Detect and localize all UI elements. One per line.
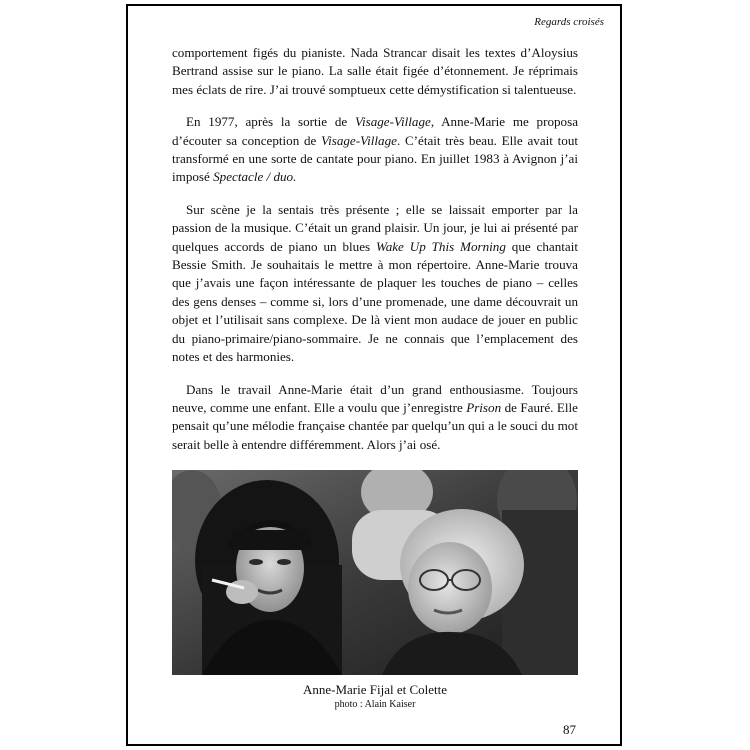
italic-title: Wake Up This Morning	[375, 238, 506, 254]
text-run: de Fauré. Elle pensait qu’une mélodie française chantée par quelqu’un qui a le souci du mot serait belle à entendre différemment. Alors j’ai osé.	[172, 399, 578, 452]
italic-title: Spectacle / duo.	[213, 169, 297, 185]
paragraph-4	[172, 381, 578, 455]
page-number: 87	[563, 722, 576, 737]
paragraph-1	[172, 44, 578, 99]
running-head: Regards croisés	[534, 16, 604, 28]
photo-caption: Anne-Marie Fijal et Colette	[302, 682, 448, 697]
photo-anne-marie-fijal-et-colette	[172, 470, 578, 675]
text-run: . C’était très beau. Elle avait tout transformé en une sorte de cantate pour piano. En juillet 1983 à Avignon j’ai imposé	[172, 132, 578, 185]
italic-title: Visage-Village	[321, 132, 397, 148]
photo-credit: photo : Alain Kaiser	[334, 699, 416, 710]
text-run: que chantait Bessie Smith. Je souhaitais le mettre à mon répertoire. Anne-Marie trouva que j’avais une façon intéressante de plaquer les touches de piano – celles des gens denses – comme si, lors d’une promenade, une dame découvrait un objet et l’utilisait sans complexe. De là vient mon audace de jouer en public du piano-primaire/piano-sommaire. Je ne connais que l’emplacement des notes et des harmonies.	[172, 238, 578, 365]
body-text	[172, 44, 578, 523]
photo-illustration	[172, 470, 578, 675]
paragraph-3	[172, 201, 578, 367]
text-run: comportement figés du pianiste. Nada Strancar disait les textes d’Aloysius Bertrand assise sur le piano. La salle était figée d’étonnement. Je réprimais mes éclats de rire. J’ai trouvé somptueux cette démystification si talentueuse.	[172, 45, 578, 97]
paragraph-2	[172, 113, 578, 187]
italic-title: Prison	[466, 399, 502, 415]
text-run: Sur scène je la sentais très présente ; elle se laissait emporter par la passion de la musique. C’était un grand plaisir. Un jour, je lui ai présenté par quelques accords de piano un blues	[172, 201, 578, 254]
text-run: Dans le travail Anne-Marie était d’un grand enthousiasme. Toujours neuve, comme une enfant. Elle a voulu que j’enregistre	[172, 381, 578, 415]
text-run: En 1977, après la sortie de	[186, 114, 355, 130]
book-page	[126, 4, 622, 746]
italic-title: Visage-Village	[354, 114, 431, 130]
text-run: , Anne-Marie me proposa d’écouter sa conception de	[172, 114, 579, 148]
